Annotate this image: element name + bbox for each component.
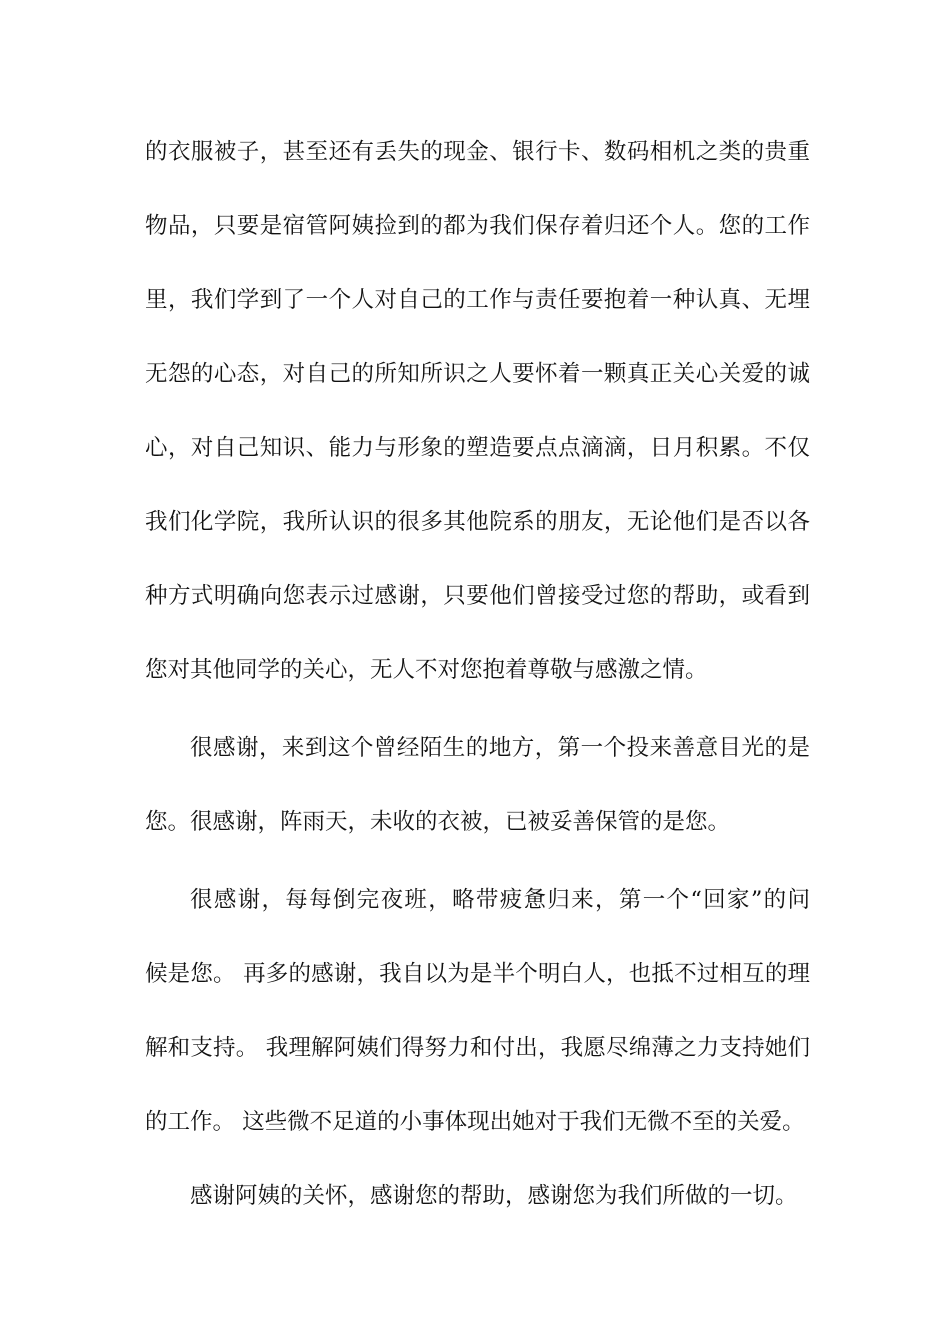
text-line: 您。很感谢，阵雨天，未收的衣被，已被妥善保管的是您。 bbox=[145, 809, 731, 835]
text-line: 候是您。 再多的感谢，我自以为是半个明白人，也抵不过相互的理 bbox=[145, 961, 810, 987]
text-line: 很感谢，来到这个曾经陌生的地方，第一个投来善意目光的是 bbox=[190, 735, 810, 761]
text-line: 的工作。 这些微不足道的小事体现出她对于我们无微不至的关爱。 bbox=[145, 1109, 805, 1135]
text-line: 我们化学院，我所认识的很多其他院系的朋友，无论他们是否以各 bbox=[145, 509, 810, 535]
text-line: 心，对自己知识、能力与形象的塑造要点点滴滴，日月积累。不仅 bbox=[145, 435, 810, 461]
text-line: 种方式明确向您表示过感谢，只要他们曾接受过您的帮助，或看到 bbox=[145, 583, 810, 609]
text-line: 的衣服被子，甚至还有丢失的现金、银行卡、数码相机之类的贵重 bbox=[145, 139, 810, 165]
text-line: 物品，只要是宿管阿姨捡到的都为我们保存着归还个人。您的工作 bbox=[145, 213, 810, 239]
text-line: 里，我们学到了一个人对自己的工作与责任要抱着一种认真、无埋 bbox=[145, 287, 810, 313]
text-line: 很感谢，每每倒完夜班，略带疲惫归来，第一个“回家”的问 bbox=[190, 887, 810, 913]
text-line: 感谢阿姨的关怀，感谢您的帮助，感谢您为我们所做的一切。 bbox=[190, 1183, 798, 1209]
text-line: 无怨的心态，对自己的所知所识之人要怀着一颗真正关心关爱的诚 bbox=[145, 361, 810, 387]
text-line: 解和支持。 我理解阿姨们得努力和付出，我愿尽绵薄之力支持她们 bbox=[145, 1035, 810, 1061]
text-line: 您对其他同学的关心，无人不对您抱着尊敬与感激之情。 bbox=[145, 657, 708, 683]
